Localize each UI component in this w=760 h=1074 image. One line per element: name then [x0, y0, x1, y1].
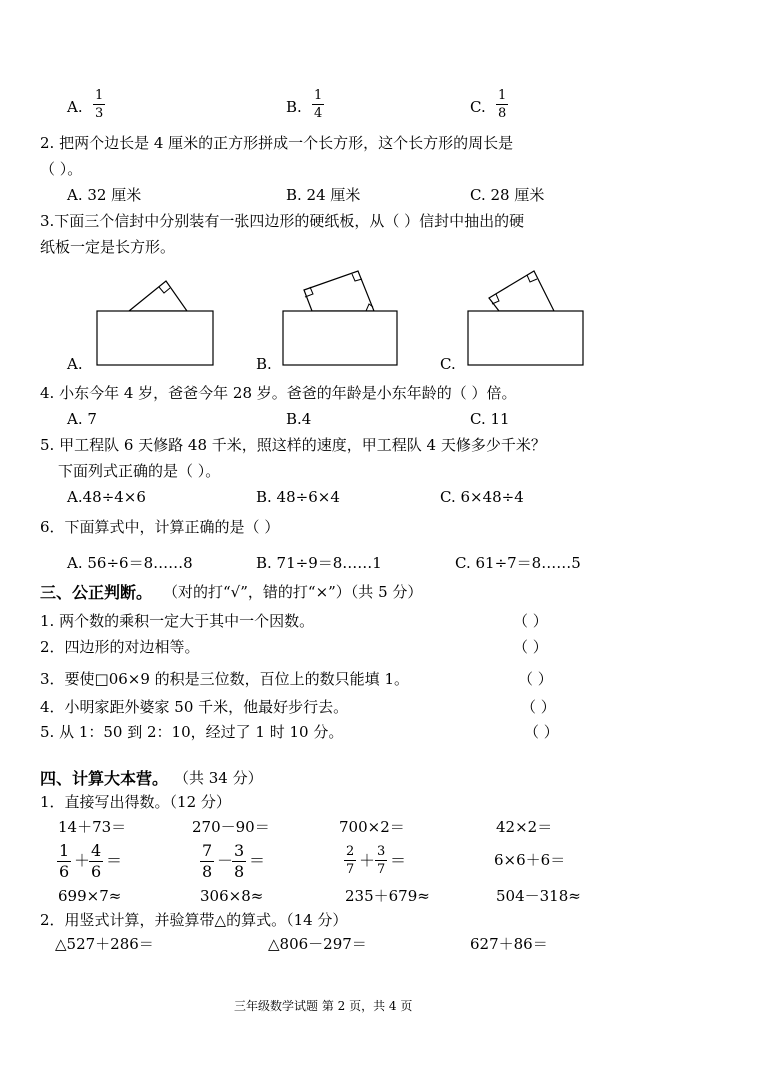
calc-4-2: △806－297＝ [268, 935, 367, 953]
judge-item-4-answer[interactable]: （ ） [521, 698, 556, 716]
judge-item-3-answer[interactable]: （ ） [518, 670, 553, 688]
envelope-c-figure [466, 268, 591, 368]
q1-option-b-fraction [312, 89, 324, 120]
section3-title: 三、公正判断。 [40, 583, 153, 602]
q4-question: 4. 小东今年 4 岁，爸爸今年 28 岁。爸爸的年龄是小东年龄的（ ）倍。 [40, 384, 517, 402]
judge-item-1: 1. 两个数的乘积一定大于其中一个因数。 [40, 612, 315, 630]
judge-item-1-answer[interactable]: （ ） [513, 612, 548, 630]
q4-option-b: B.4 [286, 410, 312, 428]
fraction-numerator: 1 [95, 88, 104, 103]
q1-option-c-label: C. [470, 98, 486, 116]
judge-item-5-answer[interactable]: （ ） [524, 723, 559, 741]
q3-question-line2: 纸板一定是长方形。 [40, 238, 176, 256]
q5-option-a: A.48÷4×6 [67, 488, 146, 506]
calc-2-1-operator: ＋ [74, 851, 91, 870]
q4-option-c: C. 11 [470, 410, 510, 428]
calc-2-2-frac-b [232, 843, 246, 880]
fraction-numerator: 4 [91, 841, 102, 860]
envelope-b-body [283, 311, 397, 365]
calc-3-1: 699×7≈ [58, 887, 122, 905]
envelope-b-figure [281, 268, 406, 368]
q1-option-b-label: B. [286, 98, 302, 116]
q4-option-a: A. 7 [67, 410, 97, 428]
envelope-b-card [304, 271, 374, 311]
q5-option-b: B. 48÷6×4 [256, 488, 340, 506]
calc-2-3-operator: ＋ [359, 851, 376, 870]
calc-2-2-equals: ＝ [249, 851, 266, 870]
calc-2-1-frac-a [57, 843, 71, 880]
q1-option-c-fraction [496, 89, 508, 120]
fraction-denominator: 7 [377, 862, 386, 877]
judge-item-2-answer[interactable]: （ ） [513, 638, 548, 656]
calc-4-1: △527＋286＝ [55, 935, 154, 953]
envelope-c-card [489, 271, 554, 311]
calc-2-3-frac-a [344, 845, 356, 876]
q5-question-line1: 5. 甲工程队 6 天修路 48 千米，照这样的速度，甲工程队 4 天修多少千米？ [40, 436, 546, 454]
q1-option-a-fraction [93, 89, 105, 120]
fraction-numerator: 3 [234, 841, 245, 860]
fraction-denominator: 6 [59, 862, 70, 881]
q2-option-b: B. 24 厘米 [286, 186, 361, 204]
envelope-a-card [129, 281, 187, 311]
section3-note: （对的打“√”，错的打“×”）（共 5 分） [163, 583, 423, 601]
fraction-denominator: 3 [95, 106, 104, 121]
section4-note: （共 34 分） [174, 769, 263, 787]
calc-1-3: 700×2＝ [339, 818, 405, 836]
envelope-c-body [468, 311, 583, 365]
q6-question: 6．下面算式中，计算正确的是（ ） [40, 518, 280, 536]
q5-question-line2: 下面列式正确的是（ ）。 [58, 462, 221, 480]
q3-option-b-label: B. [256, 355, 272, 373]
q2-option-c: C. 28 厘米 [470, 186, 545, 204]
judge-item-5: 5. 从 1：50 到 2：10，经过了 1 时 10 分。 [40, 723, 344, 741]
fraction-numerator: 1 [314, 88, 323, 103]
fraction-denominator: 7 [346, 862, 355, 877]
page-footer: 三年级数学试题 第 2 页，共 4 页 [234, 999, 413, 1013]
calc-1-4: 42×2＝ [496, 818, 553, 836]
q3-option-a-label: A. [67, 355, 83, 373]
q2-question-line2: （ ）。 [40, 160, 83, 178]
q3-question-line1: 3.下面三个信封中分别装有一张四边形的硬纸板，从（ ）信封中抽出的硬 [40, 212, 525, 230]
q3-option-c-label: C. [440, 355, 456, 373]
calc-2-2-operator: － [217, 851, 234, 870]
fraction-denominator: 8 [234, 862, 245, 881]
calc-2-2-frac-a [200, 843, 214, 880]
calc-2-1-equals: ＝ [106, 851, 123, 870]
fraction-denominator: 4 [314, 106, 323, 121]
judge-item-2: 2．四边形的对边相等。 [40, 638, 200, 656]
q6-option-a: A. 56÷6＝8……8 [67, 554, 193, 572]
calc-3-4: 504－318≈ [496, 887, 581, 905]
calc-2-4: 6×6＋6＝ [494, 851, 566, 869]
q5-option-c: C. 6×48÷4 [440, 488, 524, 506]
judge-item-4: 4．小明家距外婆家 50 千米，他最好步行去。 [40, 698, 349, 716]
fraction-denominator: 8 [498, 106, 507, 121]
calc-2-3-frac-b [375, 845, 387, 876]
calc-1-1: 14＋73＝ [58, 818, 127, 836]
fraction-numerator: 1 [498, 88, 507, 103]
q2-option-a: A. 32 厘米 [67, 186, 142, 204]
calc-2-1-frac-b [89, 843, 103, 880]
q6-option-c: C. 61÷7＝8……5 [455, 554, 581, 572]
section4-sub1: 1．直接写出得数。（12 分） [40, 793, 231, 811]
q6-option-b: B. 71÷9＝8……1 [256, 554, 382, 572]
section4-sub2: 2．用竖式计算，并验算带△的算式。（14 分） [40, 911, 348, 929]
fraction-denominator: 8 [202, 862, 213, 881]
fraction-numerator: 7 [202, 841, 213, 860]
envelope-a-figure [95, 278, 220, 368]
envelope-a-body [97, 311, 213, 365]
section4-title: 四、计算大本营。 [40, 769, 169, 788]
calc-2-3-equals: ＝ [390, 851, 407, 870]
fraction-denominator: 6 [91, 862, 102, 881]
q2-question-line1: 2. 把两个边长是 4 厘米的正方形拼成一个长方形，这个长方形的周长是 [40, 134, 514, 152]
calc-3-2: 306×8≈ [200, 887, 264, 905]
fraction-numerator: 1 [59, 841, 70, 860]
fraction-numerator: 3 [377, 844, 386, 859]
q1-option-a-label: A. [67, 98, 83, 116]
calc-3-3: 235＋679≈ [345, 887, 430, 905]
calc-4-3: 627＋86＝ [470, 935, 548, 953]
judge-item-3: 3．要使□06×9 的积是三位数，百位上的数只能填 1。 [40, 670, 409, 688]
calc-1-2: 270－90＝ [192, 818, 270, 836]
fraction-numerator: 2 [346, 844, 355, 859]
